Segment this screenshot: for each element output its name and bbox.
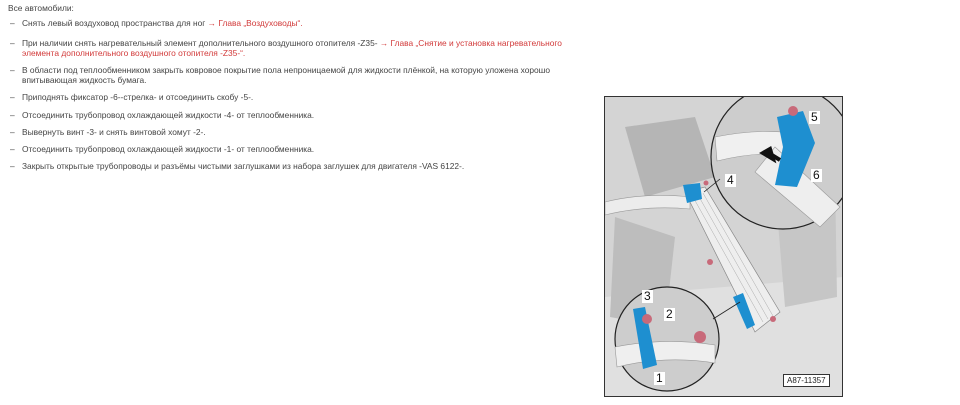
step-text: Снять левый воздуховод пространства для ног <box>22 18 208 28</box>
step-text: Вывернуть винт -3- и снять винтовой хомут -2-. <box>22 127 206 137</box>
step-text: Отсоединить трубопровод охлаждающей жидкости -1- от теплообменника. <box>22 144 315 154</box>
bullet-dash: – <box>10 38 15 48</box>
step-item <box>10 161 590 171</box>
step-text: Закрыть открытые трубопроводы и разъёмы чистыми заглушками из набора заглушек для двигателя -VAS 6122-. <box>22 161 465 171</box>
step-item <box>10 38 590 58</box>
bullet-dash: – <box>10 161 15 171</box>
step-text: При наличии снять нагревательный элемент дополнительного воздушного отопителя -Z35- <box>22 38 380 48</box>
figure-id-label: A87-11357 <box>783 374 830 387</box>
callout-2: 2 <box>666 307 673 321</box>
bullet-dash: – <box>10 92 15 102</box>
step-item <box>10 18 590 28</box>
bullet-dash: – <box>10 127 15 137</box>
illustration-drawing <box>605 97 843 397</box>
step-item <box>10 65 590 85</box>
step-item <box>10 127 590 137</box>
bullet-dash: – <box>10 18 15 28</box>
callout-4: 4 <box>727 173 734 187</box>
callout-6: 6 <box>813 168 820 182</box>
step-text: Приподнять фиксатор -6--стрелка- и отсоединить скобу -5-. <box>22 92 254 102</box>
step-text: В области под теплообменником закрыть ковровое покрытие пола непроницаемой для жидкости плёнкой, на которую уложена хорошо впитывающая жидкость бумага. <box>22 65 551 85</box>
callout-3: 3 <box>644 289 651 303</box>
bullet-dash: – <box>10 65 15 75</box>
callout-5: 5 <box>811 110 818 124</box>
chapter-link-air-ducts[interactable]: → Глава „Воздуховоды“. <box>207 18 303 28</box>
bullet-dash: – <box>10 110 15 120</box>
step-item <box>10 144 590 154</box>
bullet-dash: – <box>10 144 15 154</box>
step-item <box>10 110 590 120</box>
step-text: Отсоединить трубопровод охлаждающей жидкости -4- от теплообменника. <box>22 110 315 120</box>
step-item <box>10 92 590 102</box>
heat-exchanger-illustration <box>604 96 843 397</box>
section-heading: Все автомобили: <box>8 3 74 13</box>
callout-1: 1 <box>656 371 663 385</box>
chapter-link-heater-element[interactable]: → Глава „Снятие и установка нагревательного элемента дополнительного воздушного отопителя -Z35-“. <box>22 38 562 58</box>
